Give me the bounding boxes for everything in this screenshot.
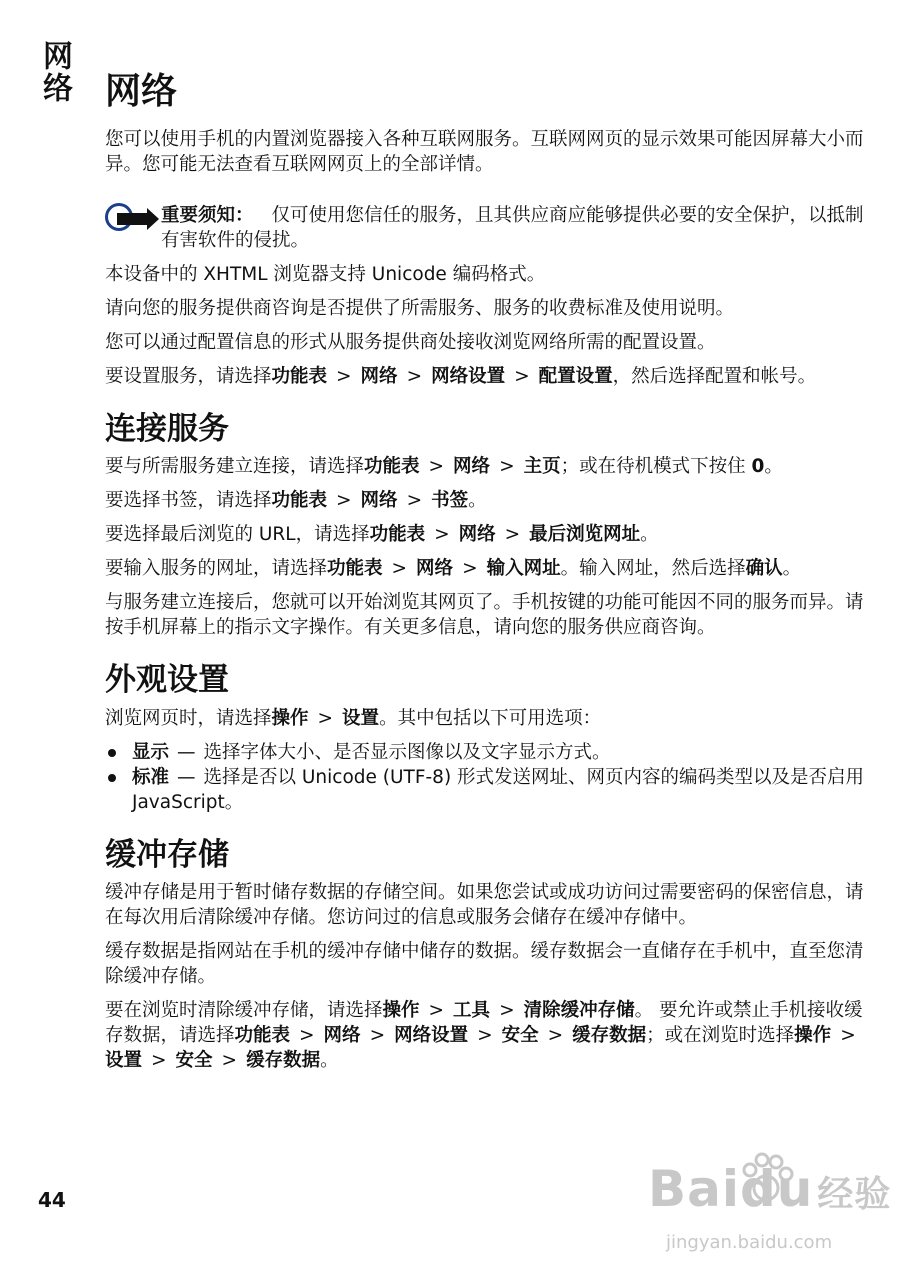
section-title-cache: 缓冲存储 (105, 836, 229, 873)
note-pointer-icon (105, 203, 161, 233)
paragraph-menu-path: 浏览网页时，请选择操作 > 设置。其中包括以下可用选项： (105, 707, 602, 729)
page-number: 44 (38, 1188, 66, 1212)
paragraph: 请向您的服务提供商咨询是否提供了所需服务、服务的收费标准及使用说明。 (105, 298, 735, 320)
paragraph-menu-path: 要在浏览时清除缓冲存储，请选择操作 > 工具 > 清除缓冲存储。 要允许或禁止手机接收缓存数据，请选择功能表 > 网络 > 网络设置 > 安全 > 缓存数据；或在浏览时选择操作 >设置 > 安全 > 缓存数据。 (105, 999, 863, 1071)
baidu-watermark (640, 1150, 900, 1260)
options-list (105, 740, 867, 815)
watermark-url: jingyan.baidu.com (666, 1232, 833, 1253)
note-body: 仅可使用您信任的服务，且其供应商应能够提供必要的安全保护，以抵制有害软件的侵扰。 (161, 205, 864, 252)
paragraph: 与服务建立连接后，您就可以开始浏览其网页了。手机按键的功能可能因不同的服务而异。请按手机屏幕上的指示文字操作。有关更多信息，请向您的服务供应商咨询。 (105, 592, 864, 639)
section-title-connect: 连接服务 (105, 411, 229, 448)
important-note (105, 203, 867, 262)
list-item: 显示 — 选择字体大小、是否显示图像以及文字显示方式。 (105, 740, 867, 765)
paragraph-menu-path: 要输入服务的网址，请选择功能表 > 网络 > 输入网址。输入网址，然后选择确认。 (105, 558, 802, 580)
side-chapter-tab: 网络 (37, 40, 72, 104)
watermark-logo: Baidu 经验 (648, 1160, 892, 1218)
paragraph-menu-path: 要选择最后浏览的 URL，请选择功能表 > 网络 > 最后浏览网址。 (105, 524, 659, 546)
paragraph-menu-path: 要与所需服务建立连接，请选择功能表 > 网络 > 主页；或在待机模式下按住 0。 (105, 456, 783, 478)
paragraph: 缓冲存储是用于暂时储存数据的存储空间。如果您尝试或成功访问过需要密码的保密信息，请在每次用后清除缓冲存储。您访问过的信息或服务会储存在缓冲存储中。 (105, 881, 864, 928)
page-content (105, 70, 867, 1082)
paragraph: 本设备中的 XHTML 浏览器支持 Unicode 编码格式。 (105, 264, 546, 286)
paragraph: 您可以使用手机的内置浏览器接入各种互联网服务。互联网网页的显示效果可能因屏幕大小而异。您可能无法查看互联网网页上的全部详情。 (105, 129, 864, 176)
paw-icon (736, 1150, 796, 1210)
section-title-network: 网络 (105, 71, 178, 112)
list-item: 标准 — 选择是否以 Unicode (UTF-8) 形式发送网址、网页内容的编码类型以及是否启用 JavaScript。 (105, 765, 867, 815)
note-text (161, 203, 867, 253)
paragraph-menu-path: 要设置服务，请选择功能表 > 网络 > 网络设置 > 配置设置，然后选择配置和帐号。 (105, 366, 817, 388)
paragraph: 您可以通过配置信息的形式从服务提供商处接收浏览网络所需的配置设置。 (105, 332, 716, 354)
paragraph: 缓存数据是指网站在手机的缓冲存储中储存的数据。缓存数据会一直储存在手机中，直至您清除缓冲存储。 (105, 940, 864, 987)
section-title-appearance: 外观设置 (105, 662, 229, 699)
paragraph-menu-path: 要选择书签，请选择功能表 > 网络 > 书签。 (105, 490, 487, 512)
note-label: 重要须知： (161, 205, 254, 227)
